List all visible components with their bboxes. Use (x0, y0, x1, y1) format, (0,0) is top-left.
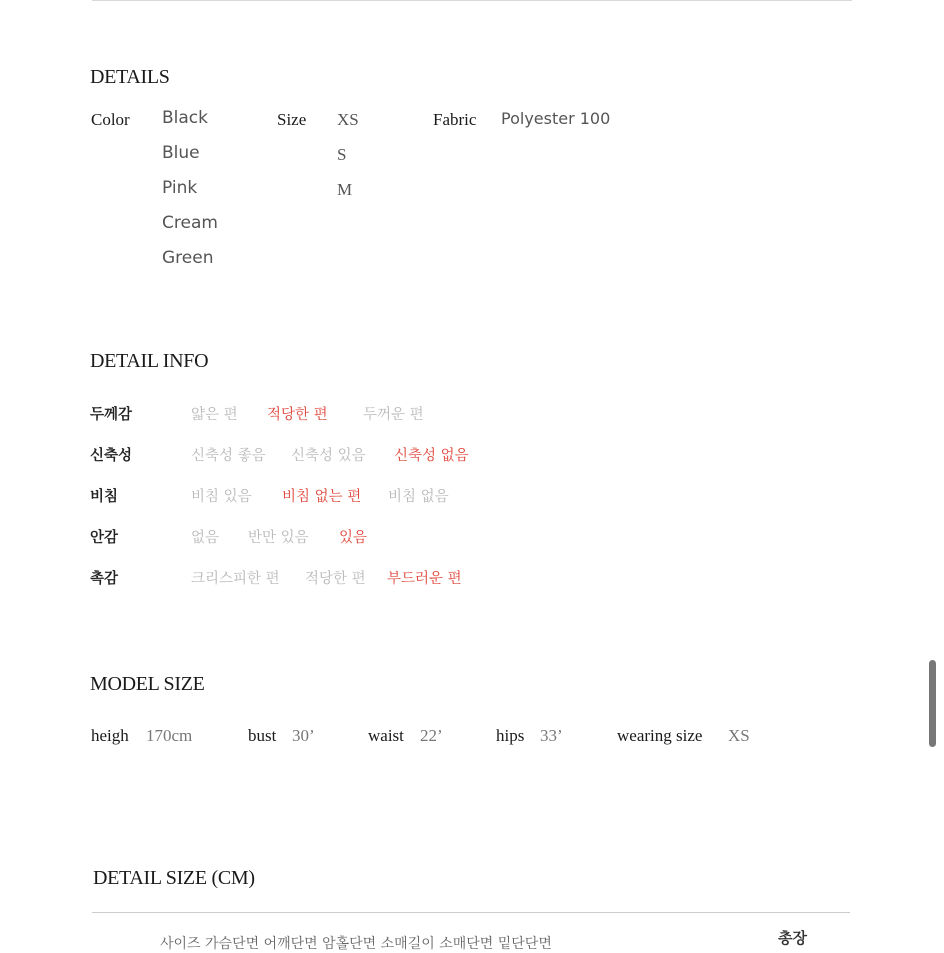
info-row-stretch (90, 444, 590, 466)
info-option: 적당한 편 (305, 571, 366, 587)
info-row-label: 촉감 (90, 571, 119, 587)
size-item: M (337, 180, 353, 199)
model-hips-label: hips (496, 726, 525, 745)
info-option: 없음 (191, 530, 220, 546)
color-item: Blue (162, 143, 200, 163)
color-item: Pink (162, 178, 198, 198)
color-item: Cream (162, 213, 218, 233)
model-bust-value: 30’ (292, 726, 315, 745)
info-option: 얇은 편 (191, 407, 238, 423)
size-label: Size (277, 110, 307, 129)
info-option-selected: 적당한 편 (267, 407, 328, 423)
model-bust-label: bust (248, 726, 277, 745)
model-wearing-size-value: XS (728, 726, 750, 745)
model-waist-value: 22’ (420, 726, 443, 745)
color-item: Green (162, 248, 214, 268)
model-waist-label: waist (368, 726, 404, 745)
model-height-value: 170cm (146, 726, 193, 745)
info-option-selected: 신축성 없음 (394, 448, 469, 464)
info-row-lining (90, 526, 590, 548)
color-label: Color (91, 110, 130, 129)
info-option: 반만 있음 (248, 530, 309, 546)
info-row-label: 두께감 (90, 407, 133, 423)
size-table-header-row: 사이즈 가슴단면 어깨단면 암홀단면 소매길이 소매단면 밑단단면 (160, 936, 552, 952)
info-option: 크리스피한 편 (191, 571, 280, 587)
model-size-title: MODEL SIZE (90, 673, 205, 695)
info-row-thickness (90, 403, 590, 425)
model-wearing-size-label: wearing size (617, 726, 703, 745)
info-option: 비침 없음 (388, 489, 449, 505)
size-item: S (337, 145, 347, 164)
size-item: XS (337, 110, 359, 129)
info-option: 두꺼운 편 (363, 407, 424, 423)
detail-info-title: DETAIL INFO (90, 350, 209, 372)
info-option: 신축성 있음 (291, 448, 366, 464)
model-hips-value: 33’ (540, 726, 563, 745)
info-option: 신축성 좋음 (191, 448, 266, 464)
info-option-selected: 부드러운 편 (387, 571, 462, 587)
color-item: Black (162, 108, 208, 128)
info-option: 비침 있음 (191, 489, 252, 505)
fabric-label: Fabric (433, 110, 477, 129)
info-option-selected: 있음 (339, 530, 368, 546)
info-row-sheerness (90, 485, 590, 507)
size-list (337, 109, 359, 214)
info-row-label: 신축성 (90, 448, 133, 464)
detail-size-title: DETAIL SIZE (CM) (93, 867, 255, 889)
info-option-selected: 비침 없는 편 (282, 489, 362, 505)
info-row-texture (90, 567, 590, 589)
size-table-total-length-header: 총장 (778, 929, 807, 947)
info-row-label: 비침 (90, 489, 119, 505)
fabric-value: Polyester 100 (501, 109, 611, 128)
top-divider (92, 0, 852, 1)
vertical-scrollbar[interactable] (929, 660, 936, 747)
model-height-label: heigh (91, 726, 129, 745)
details-title: DETAILS (90, 66, 170, 88)
color-list (162, 107, 218, 282)
info-row-label: 안감 (90, 530, 119, 546)
detail-size-divider (92, 912, 850, 913)
